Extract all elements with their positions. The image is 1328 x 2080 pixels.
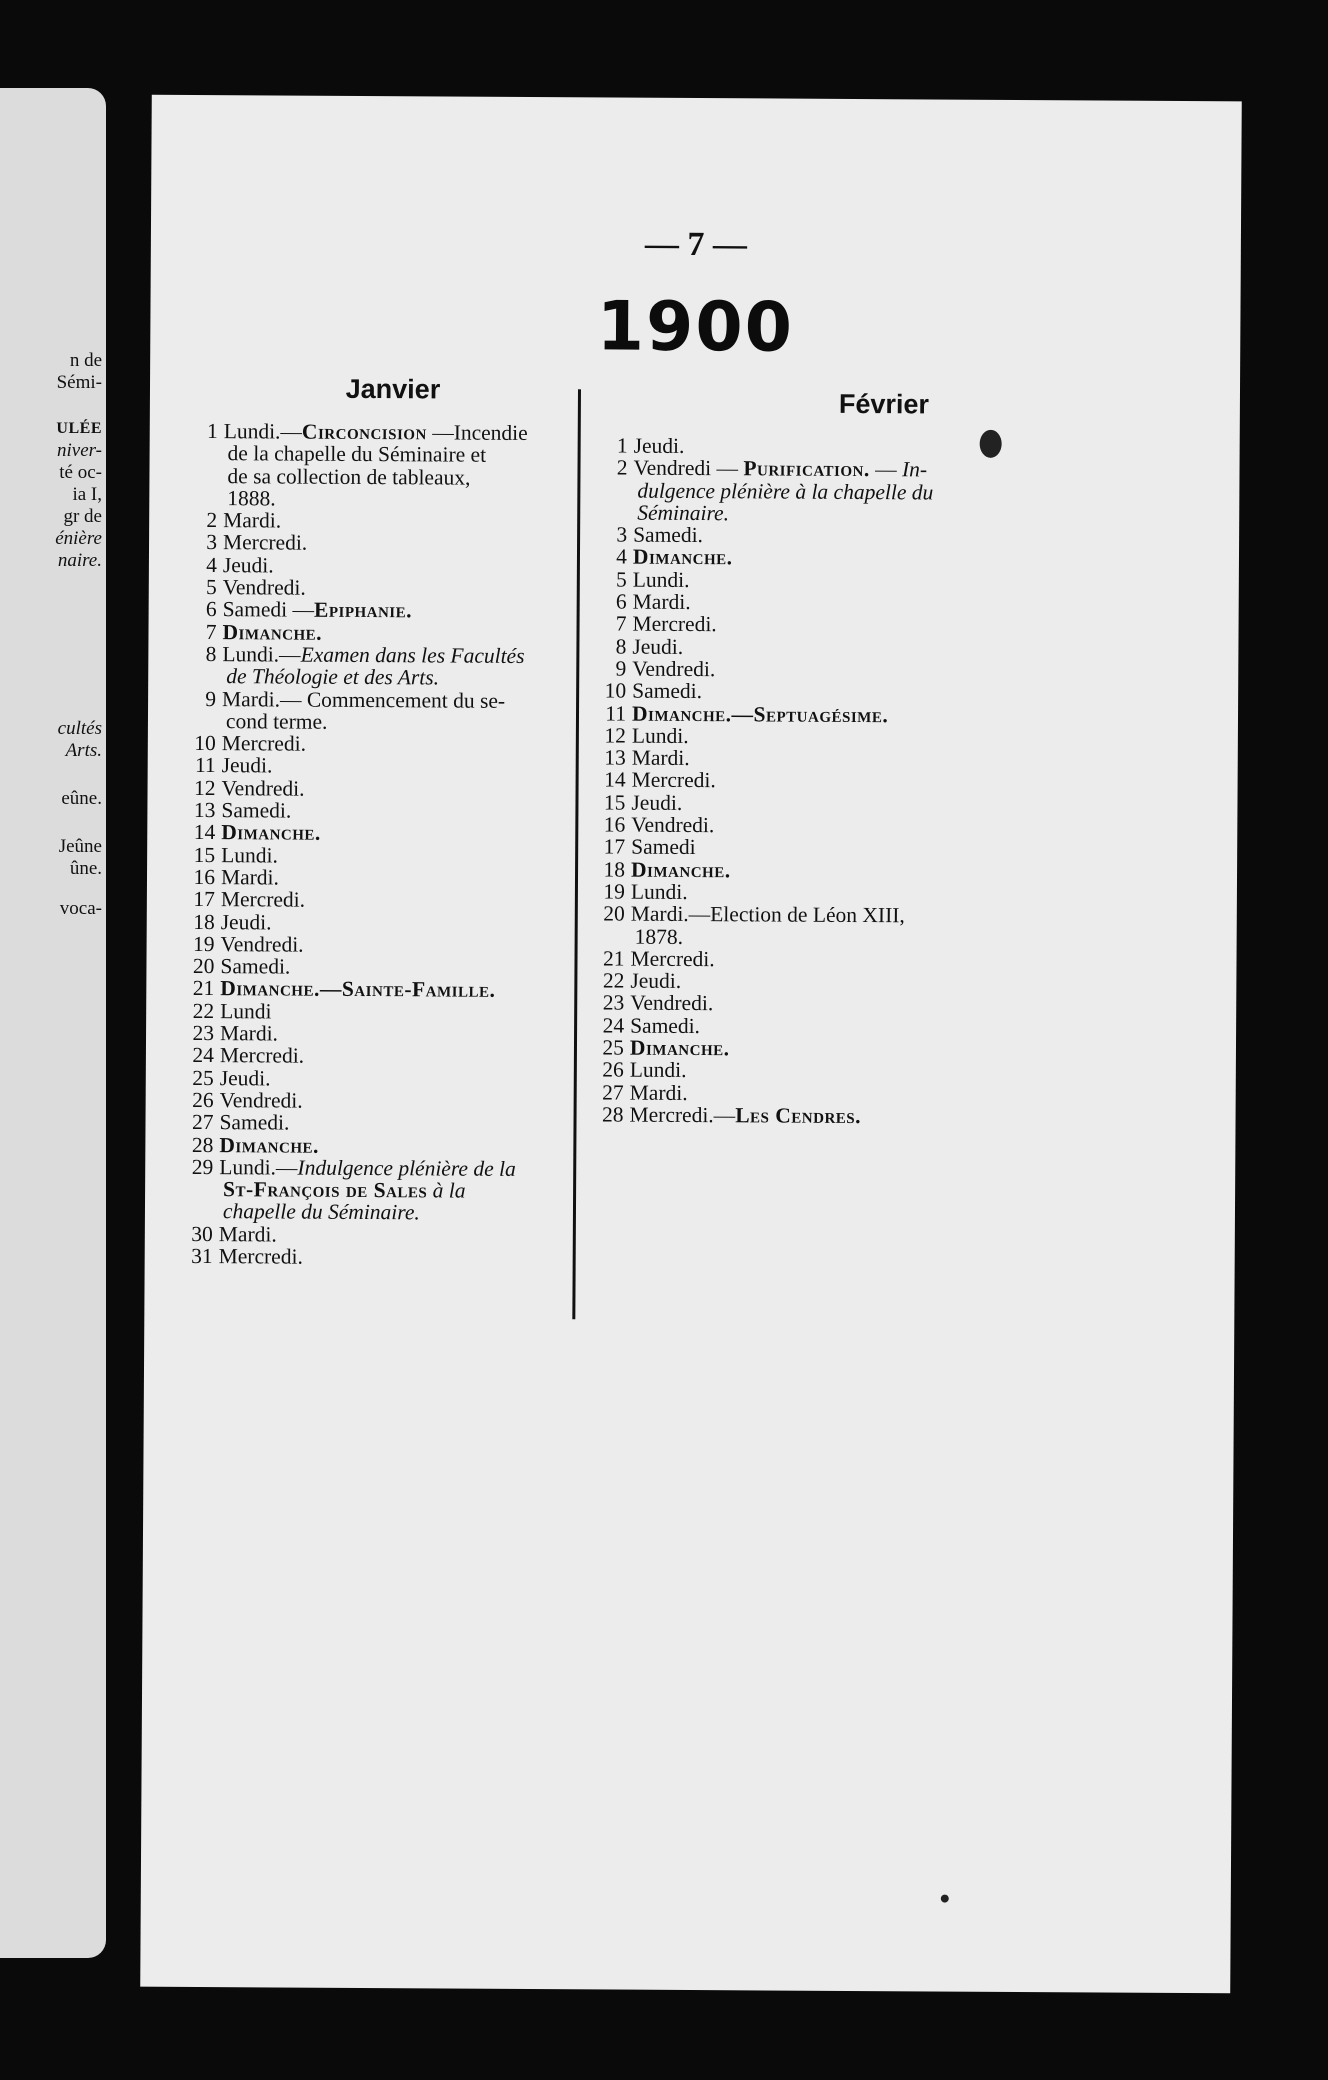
- day-number: 27: [191, 1110, 214, 1135]
- entry-text: [633, 568, 1169, 594]
- entry-text-part: Samedi.: [633, 522, 704, 548]
- entry-text: [630, 1059, 1166, 1085]
- year-heading: 1900: [596, 287, 795, 368]
- entry-text-part: Samedi.: [219, 1110, 290, 1135]
- day-number: 5: [616, 567, 627, 592]
- day-number: 2: [616, 455, 628, 480]
- january-entries: [183, 420, 558, 1270]
- entry-text-part: Circoncision: [301, 419, 427, 445]
- entry-text: [632, 769, 1168, 795]
- entry-text-part: Indulgence plénière de la: [297, 1155, 516, 1181]
- entry-text-part: Jeudi.: [222, 552, 274, 578]
- day-number: 6: [205, 597, 217, 622]
- day-number: 25: [192, 1065, 214, 1090]
- day-number: 3: [206, 530, 218, 555]
- entry-text-part: Dimanche.: [630, 857, 731, 882]
- day-number: 22: [192, 998, 215, 1023]
- day-number: 8: [205, 641, 217, 667]
- entry-text: [631, 858, 1167, 884]
- month-title-february: Février: [838, 388, 930, 420]
- entry-text-part: Mardi.— Commencement du se-: [222, 686, 506, 713]
- entry-text: [632, 702, 1168, 728]
- day-number: 4: [206, 552, 217, 577]
- day-number: 4: [616, 545, 628, 570]
- entry-text-part: Lundi.: [630, 879, 688, 904]
- day-number: 16: [603, 812, 626, 837]
- left-page-text-fragment: Jeûne: [58, 836, 102, 857]
- entry-text-part: Mercredi.—: [629, 1102, 736, 1128]
- entry-text-part: Purification.: [743, 456, 870, 482]
- entry-text-part: Samedi.: [221, 798, 292, 823]
- day-number: 18: [603, 857, 626, 882]
- day-number: 9: [205, 686, 217, 711]
- left-page-text-fragment: eûne.: [61, 788, 102, 809]
- entry-text-part: Vendredi.: [220, 931, 304, 957]
- day-number: 30: [191, 1221, 213, 1246]
- day-number: 5: [205, 575, 217, 600]
- entry-text-part: St-François de Sales: [223, 1177, 428, 1203]
- day-number: 13: [604, 745, 626, 770]
- entry-text: [630, 947, 1166, 973]
- entry-text-part: Mardi.: [629, 1080, 688, 1105]
- entry-text-part: —Incendie: [426, 420, 528, 445]
- entry-text-part: Vendredi.: [221, 775, 305, 801]
- day-number: 23: [602, 990, 625, 1016]
- entry-text-part: Dimanche.—Sainte-Famille.: [220, 976, 496, 1003]
- day-number: 24: [602, 1013, 625, 1038]
- entry-text-part: Mercredi.: [631, 768, 716, 793]
- entry-text: [631, 814, 1167, 840]
- day-number: 1: [616, 433, 628, 458]
- entry-text-part: In-: [901, 457, 928, 482]
- entry-text-part: Mercredi.: [219, 1043, 305, 1068]
- entry-text-part: Vendredi.: [630, 991, 714, 1016]
- day-number: 2: [206, 508, 218, 533]
- left-page-edge: [0, 88, 106, 1958]
- day-number: 10: [194, 731, 216, 756]
- entry-text-part: Jeudi.: [221, 753, 273, 778]
- day-number: 19: [603, 879, 626, 904]
- day-number: 21: [192, 976, 215, 1001]
- entry-text-part: Jeudi.: [630, 968, 682, 994]
- entry-text-part: cond terme.: [225, 709, 328, 734]
- day-number: 7: [205, 619, 217, 644]
- entry-text: [630, 1037, 1166, 1063]
- entry-text-part: Mardi.: [219, 1021, 279, 1046]
- entry-text: [633, 546, 1169, 572]
- entry-text-part: à la: [427, 1178, 466, 1203]
- entry-text: [631, 903, 1167, 929]
- entry-text-part: Jeudi.: [631, 790, 683, 815]
- day-number: 15: [193, 842, 216, 867]
- entry-text-part: Mercredi.: [222, 530, 308, 556]
- left-page-text-fragment: énière: [55, 528, 102, 549]
- entry-text-part: Dimanche.: [632, 545, 733, 570]
- entry-text-part: 1878.: [634, 924, 684, 949]
- month-title-january: Janvier: [345, 373, 441, 405]
- day-number: 8: [615, 634, 627, 659]
- entry-text-part: Mercredi.: [630, 946, 715, 971]
- entry-text-part: Mardi.: [223, 508, 282, 533]
- day-number: 23: [192, 1020, 215, 1046]
- entry-text-part: Vendredi.: [631, 812, 715, 838]
- entry-text-part: Jeudi.: [220, 909, 272, 934]
- ink-dot: [941, 1895, 949, 1903]
- day-number: 12: [193, 775, 216, 800]
- entry-text-part: Vendredi.: [219, 1088, 303, 1113]
- day-number: 14: [604, 767, 626, 793]
- left-page-text-fragment: voca-: [59, 898, 102, 919]
- left-page-text-fragment: gr de: [63, 506, 102, 527]
- day-number: 3: [616, 522, 628, 547]
- entry-text-part: Dimanche.: [629, 1035, 730, 1061]
- entry-text-part: Mardi.—Election de Léon XIII,: [630, 901, 905, 928]
- entry-text-part: Mardi.: [632, 589, 691, 615]
- entry-text-part: Lundi.—: [219, 1154, 298, 1180]
- day-number: 18: [193, 909, 215, 934]
- left-page-text-fragment: naire.: [57, 550, 102, 571]
- ink-blot: [980, 430, 1002, 458]
- entry-text-part: Lundi: [220, 998, 272, 1024]
- day-number: 26: [192, 1087, 214, 1112]
- day-number: 14: [193, 820, 216, 845]
- day-number: 10: [604, 678, 627, 703]
- left-page-text-fragment: ULÉE: [56, 420, 102, 437]
- entry-text-part: —: [869, 457, 903, 482]
- page-number: — 7 —: [644, 225, 747, 264]
- entry-text-part: dulgence plénière à la chapelle du: [637, 478, 934, 505]
- entry-text-part: de sa collection de tableaux,: [227, 463, 471, 490]
- february-entries: [593, 434, 1169, 1129]
- day-number: 13: [193, 798, 216, 823]
- entry-text-part: Vendredi.: [632, 656, 716, 682]
- entry-text-part: Lundi.: [631, 723, 689, 748]
- entry-text: [632, 613, 1168, 639]
- entry-text-part: Mercredi.: [220, 887, 306, 912]
- entry-text-part: Mercredi.: [632, 612, 717, 637]
- left-page-text-fragment: ia I,: [72, 484, 102, 505]
- entry-text-part: Lundi.—: [222, 642, 301, 667]
- day-number: 16: [193, 864, 216, 890]
- day-number: 21: [602, 946, 625, 971]
- entry-text-part: Samedi: [631, 834, 696, 860]
- day-number: 22: [602, 968, 625, 993]
- day-number: 26: [602, 1057, 624, 1082]
- entry-text-part: de Théologie et des Arts.: [226, 664, 440, 690]
- day-number: 19: [193, 931, 215, 956]
- entry-text-part: Dimanche.: [222, 619, 323, 645]
- entry-text-part: Jeudi.: [219, 1065, 271, 1091]
- february-column: [593, 387, 1169, 1129]
- calendar-entry: [593, 1103, 1165, 1129]
- entry-text-part: Mardi.: [220, 865, 280, 890]
- entry-text-part: Dimanche.—Septuagésime.: [631, 701, 889, 727]
- day-number: 24: [192, 1043, 214, 1068]
- left-page-text-fragment: Arts.: [65, 740, 102, 761]
- calendar-entry: [183, 1245, 553, 1270]
- day-number: 29: [191, 1154, 214, 1179]
- entry-text-part: Lundi.—: [223, 419, 303, 444]
- entry-text-part: Lundi.: [632, 567, 690, 592]
- entry-text-part: 1888.: [227, 486, 276, 511]
- entry-text-part: Mardi.: [631, 745, 690, 771]
- day-number: 9: [615, 656, 627, 681]
- day-number: 11: [605, 701, 627, 726]
- entry-text-part: Dimanche.: [221, 820, 321, 846]
- day-number: 28: [601, 1102, 624, 1127]
- january-column: [183, 373, 558, 1270]
- entry-text: [630, 992, 1166, 1018]
- entry-text-part: Mercredi.: [221, 731, 307, 756]
- entry-text-part: Examen dans les Facultés: [300, 642, 525, 668]
- entry-text-part: Lundi.: [629, 1057, 687, 1083]
- day-number: 20: [603, 901, 625, 926]
- day-number: 20: [192, 954, 215, 979]
- day-number: 6: [615, 589, 627, 614]
- day-number: 31: [191, 1243, 213, 1269]
- left-page-text-fragment: Sémi-: [56, 372, 102, 393]
- entry-text-part: Vendredi —: [633, 455, 744, 481]
- day-number: 28: [191, 1132, 214, 1157]
- entry-text-part: de la chapelle du Séminaire et: [227, 441, 487, 468]
- entry-text-part: Mardi.: [218, 1221, 277, 1247]
- day-number: 7: [615, 611, 627, 636]
- left-page-text-fragment: té oc-: [59, 462, 102, 483]
- left-page-text-fragment: cultés: [57, 718, 102, 739]
- entry-text: [219, 1245, 553, 1269]
- day-number: 17: [193, 887, 215, 912]
- entry-text-part: Samedi.: [630, 1013, 701, 1038]
- entry-text: [629, 1104, 1165, 1130]
- entry-text-part: Dimanche.: [219, 1132, 320, 1158]
- entry-text-part: chapelle du Séminaire.: [222, 1199, 420, 1225]
- day-number: 27: [602, 1080, 624, 1105]
- day-number: 17: [603, 834, 626, 859]
- entry-text-part: Jeudi.: [633, 433, 685, 458]
- day-number: 25: [602, 1035, 625, 1060]
- entry-text: [632, 658, 1168, 684]
- day-number: 11: [194, 753, 216, 778]
- entry-text-part: Samedi.: [632, 678, 703, 704]
- column-divider: [572, 389, 581, 1319]
- entry-text-part: Séminaire.: [637, 500, 730, 526]
- entry-text-part: Mercredi.: [218, 1244, 303, 1269]
- left-page-text-fragment: n de: [69, 350, 102, 371]
- day-number: 12: [604, 723, 626, 748]
- day-number: 1: [206, 419, 218, 444]
- entry-text-part: Samedi.: [220, 954, 291, 979]
- entry-text-part: Jeudi.: [632, 634, 684, 659]
- entry-text: [632, 724, 1168, 750]
- entry-text-part: Epiphanie.: [313, 598, 413, 623]
- left-page-text-fragment: niver-: [57, 440, 102, 461]
- left-page-text-fragment: ûne.: [69, 858, 102, 879]
- entry-text-part: Lundi.: [221, 842, 278, 868]
- calendar-page: [140, 95, 1242, 1994]
- entry-text-part: Samedi —: [222, 597, 315, 623]
- entry-text-part: Vendredi.: [222, 575, 306, 600]
- entry-text-part: Les Cendres.: [735, 1103, 862, 1128]
- day-number: 15: [603, 790, 626, 815]
